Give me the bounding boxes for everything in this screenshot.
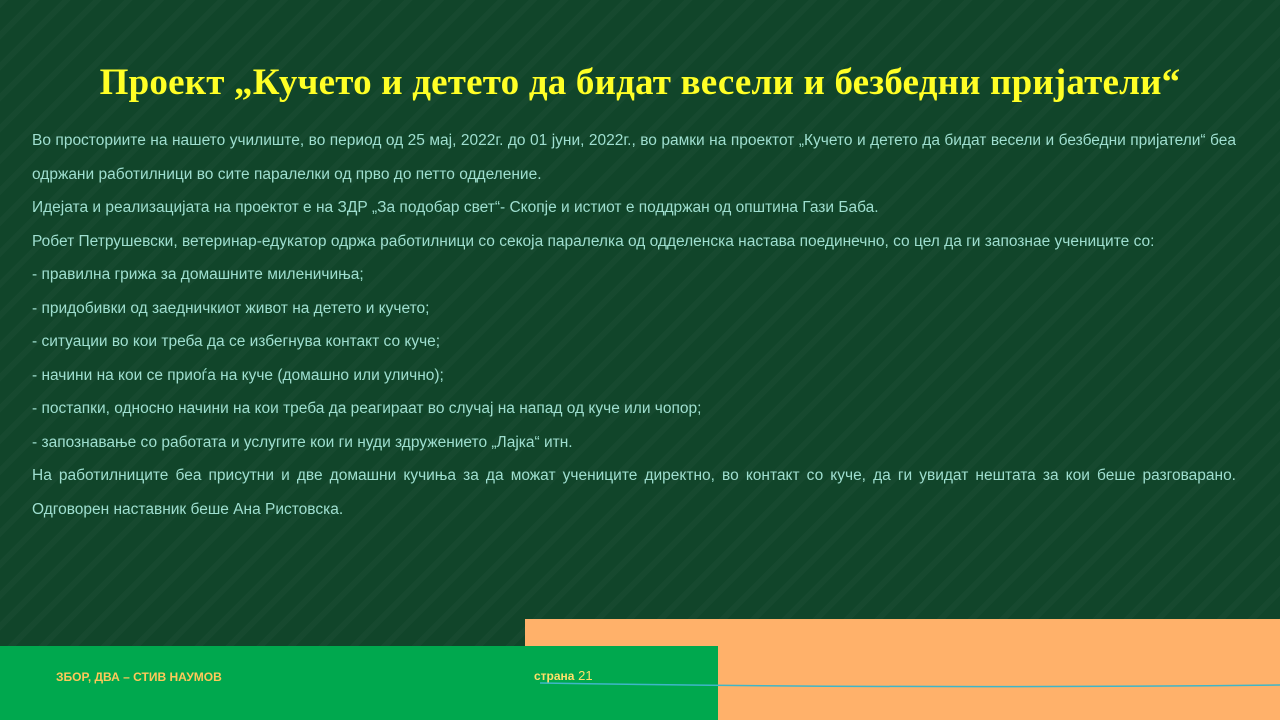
footer-divider-line (540, 680, 1280, 690)
organizer-paragraph: Идејата и реализацијата на проектот е на ЗДР „За подобар свет“- Скопје и истиот е поддржан од општина Гази Баба. (32, 199, 879, 216)
slide-title: Проект „Кучето и детето да бидат весели и безбедни пријатели“ (99, 61, 1181, 103)
workshop-paragraph: Робет Петрушевски, ветеринар-едукатор одржа работилници со секоја паралелка од одделенска настава поединечно, со цел да ги запознае учениците со: (32, 232, 1155, 250)
page-number-value: 21 (578, 668, 593, 683)
bullet-item: - придобивки од заедничкиот живот на детето и кучето; (32, 299, 430, 317)
intro-paragraph: Во просториите на нашето училиште, во период од 25 мај, 2022г. до 01 јуни, 2022г., во рамки на проектот „Кучето и детето да бидат весели и безбедни пријатели“ беа одржани работилници во сите паралелки од прво до петто одделение. (32, 132, 1236, 183)
slide-body (32, 124, 1236, 526)
closing-paragraph: На работилниците беа присутни и две домашни кучиња за да можат учениците директно, во контакт со куче, да ги увидат нештата за кои беше разговарано. Одговорен наставник беше Ана Ристовска. (32, 467, 1236, 518)
bullet-item: - запознавање со работата и услугите кои ги нуди здружението „Лајка“ итн. (32, 433, 573, 451)
page-label: страна (534, 669, 575, 683)
bullet-item: - постапки, односно начини на кои треба да реагираат во случај на напад од куче или чопор; (32, 400, 702, 417)
footer-author: ЗБОР, ДВА – СТИВ НАУМОВ (56, 670, 222, 684)
bullet-item: - правилна грижа за домашните миленичиња; (32, 266, 364, 283)
bullet-item: - ситуации во кои треба да се избегнува контакт со куче; (32, 333, 441, 350)
bullet-item: - начини на кои се приоѓа на куче (домашно или улично); (32, 366, 444, 384)
